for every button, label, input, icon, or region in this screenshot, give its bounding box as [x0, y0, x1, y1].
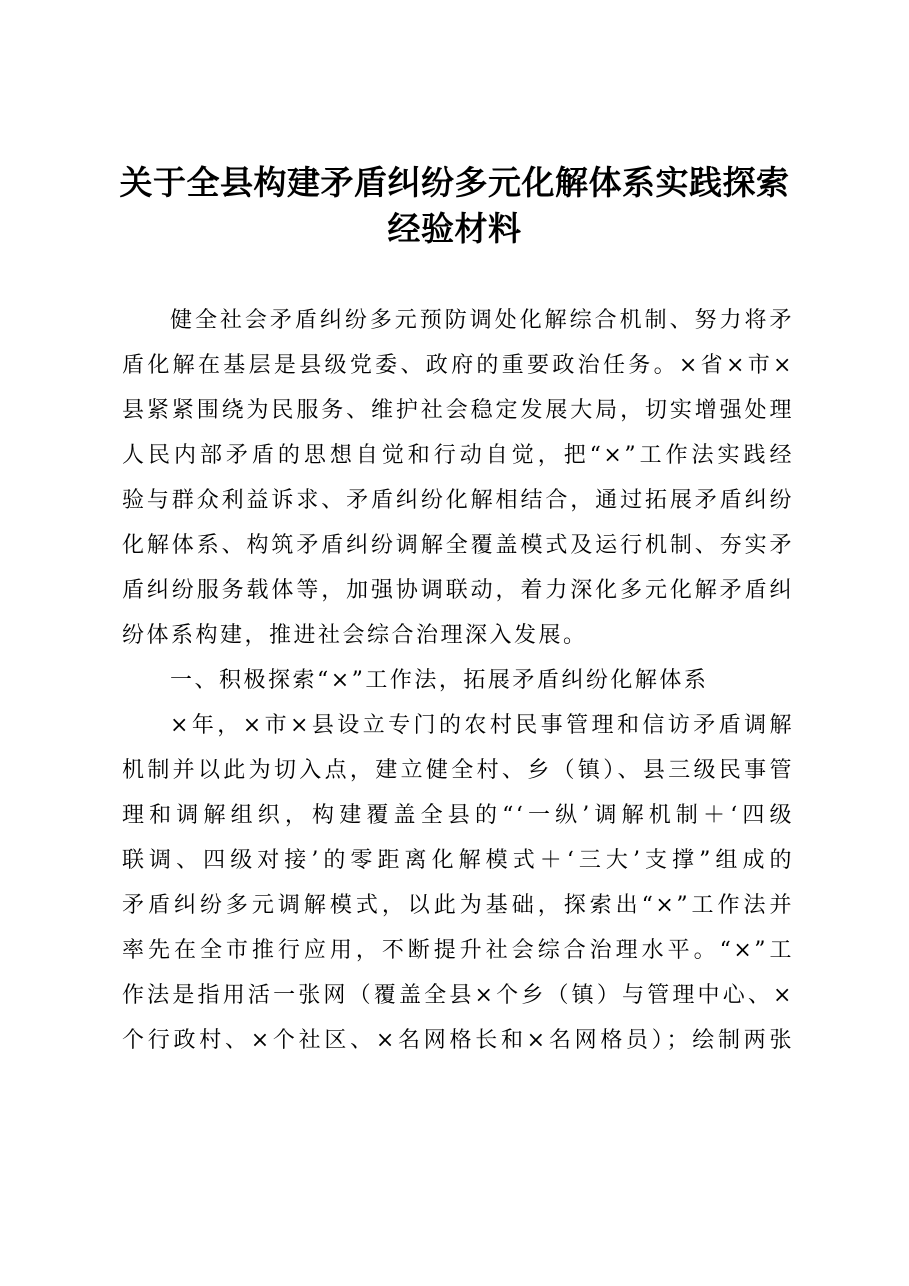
paragraph-line: 机制并以此为切入点，建立健全村、乡（镇）、县三级民事管 — [122, 758, 794, 783]
paragraph-line: 县紧紧围绕为民服务、维护社会稳定发展大局，切实增强处理 — [122, 398, 794, 423]
title-line-1: 关于全县构建矛盾纠纷多元化解体系实践探索 — [119, 163, 790, 202]
paragraph-line: 率先在全市推行应用，不断提升社会综合治理水平。“×”工 — [122, 938, 794, 963]
title-line-2: 经验材料 — [387, 209, 522, 248]
section-heading-1: 一、积极探索“×”工作法，拓展矛盾纠纷化解体系 — [170, 668, 709, 693]
paragraph-line: 纷体系构建，推进社会综合治理深入发展。 — [122, 623, 588, 648]
paragraph-line: 人民内部矛盾的思想自觉和行动自觉，把“×”工作法实践经 — [122, 443, 794, 468]
paragraph-line: 理和调解组织，构建覆盖全县的“‘一纵’调解机制＋‘四级 — [122, 803, 794, 828]
paragraph-1 — [122, 298, 794, 658]
paragraph-2 — [122, 703, 794, 1063]
paragraph-line: 健全社会矛盾纠纷多元预防调处化解综合机制、努力将矛 — [170, 308, 794, 333]
document-title — [80, 160, 829, 252]
paragraph-line: 作法是指用活一张网（覆盖全县×个乡（镇）与管理中心、× — [122, 983, 794, 1008]
paragraph-line: 化解体系、构筑矛盾纠纷调解全覆盖模式及运行机制、夯实矛 — [122, 533, 794, 558]
paragraph-line: ×年，×市×县设立专门的农村民事管理和信访矛盾调解 — [170, 713, 794, 738]
paragraph-line: 验与群众利益诉求、矛盾纠纷化解相结合，通过拓展矛盾纠纷 — [122, 488, 794, 513]
document-body — [122, 298, 794, 1063]
paragraph-line: 矛盾纠纷多元调解模式，以此为基础，探索出“×”工作法并 — [122, 893, 794, 918]
paragraph-line: 盾化解在基层是县级党委、政府的重要政治任务。×省×市× — [122, 353, 794, 378]
paragraph-line: 盾纠纷服务载体等，加强协调联动，着力深化多元化解矛盾纠 — [122, 578, 794, 603]
paragraph-line: 联调、四级对接’的零距离化解模式＋‘三大’支撑”组成的 — [122, 848, 794, 873]
paragraph-line: 个行政村、×个社区、×名网格长和×名网格员）；绘制两张 — [122, 1028, 794, 1053]
